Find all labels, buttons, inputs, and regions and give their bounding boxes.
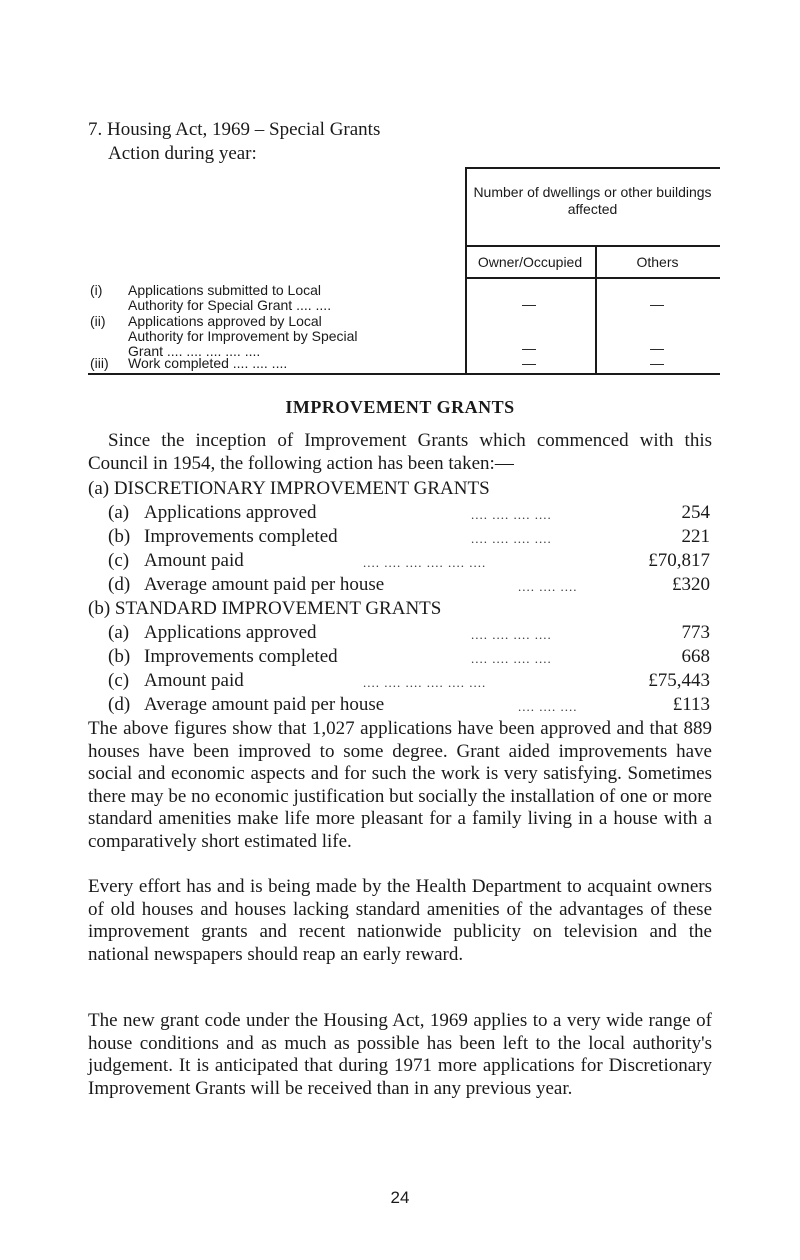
item-leaders: .... .... .... .... — [471, 507, 552, 522]
intro-paragraph: Since the inception of Improvement Grants which commenced with this Council in 1954, the following action has been taken:— — [88, 430, 712, 474]
item-leaders: .... .... .... .... — [471, 627, 552, 642]
item-value: £75,443 — [648, 670, 710, 691]
table-group-header: Number of dwellings or other buildings affected — [473, 184, 712, 217]
item-label: Improvements completed — [144, 646, 338, 667]
row-label: Work completed .... .... .... — [128, 355, 288, 371]
item-label: Amount paid — [144, 550, 244, 571]
discretionary-item — [108, 549, 710, 573]
table-vline-mid — [595, 245, 597, 374]
section-subtitle: Action during year: — [108, 143, 257, 164]
standard-heading: (b) STANDARD IMPROVEMENT GRANTS — [88, 598, 442, 619]
item-label: Amount paid — [144, 670, 244, 691]
row-owner-value: — — [522, 340, 536, 356]
col-header-owner: Owner/Occupied — [477, 254, 583, 270]
standard-item — [108, 669, 710, 693]
body-paragraph: The new grant code under the Housing Act, 1969 applies to a very wide range of house conditions and as much as possible has been left to the local authority's judgement. It is anticipated that during 1971 more applications for Discretionary Improvement Grants will be received than in any previous year. — [88, 1010, 712, 1099]
item-letter: (a) — [108, 502, 130, 523]
discretionary-item — [108, 573, 710, 597]
standard-item — [108, 645, 710, 669]
item-label: Average amount paid per house — [144, 574, 385, 595]
item-label: Applications approved — [144, 502, 317, 523]
row-label: Applications submitted to Local Authority for Special Grant .... .... — [128, 282, 332, 313]
item-letter: (a) — [108, 622, 130, 643]
standard-item — [108, 693, 710, 717]
body-paragraph: Every effort has and is being made by the Health Department to acquaint owners of old houses and houses lacking standard amenities of the advantages of these improvement grants and recent nationwide publicity on television and the national newspapers should reap an early reward. — [88, 876, 712, 965]
item-leaders: .... .... .... .... — [471, 531, 552, 546]
item-letter: (c) — [108, 670, 130, 691]
row-number: (iii) — [90, 355, 109, 371]
item-value: 221 — [681, 526, 710, 547]
standard-item — [108, 621, 710, 645]
item-letter: (d) — [108, 574, 131, 595]
row-number: (i) — [90, 282, 103, 298]
item-value: £70,817 — [648, 550, 710, 571]
item-leaders: .... .... .... .... .... .... — [363, 675, 487, 690]
item-value: 254 — [681, 502, 710, 523]
item-leaders: .... .... .... .... — [471, 651, 552, 666]
item-letter: (b) — [108, 526, 131, 547]
item-value: £113 — [672, 694, 710, 715]
discretionary-heading: (a) DISCRETIONARY IMPROVEMENT GRANTS — [88, 478, 490, 499]
table-group-rule — [465, 245, 720, 247]
col-header-others: Others — [636, 254, 679, 270]
row-number: (ii) — [90, 313, 106, 329]
improvement-grants-title: IMPROVEMENT GRANTS — [285, 397, 515, 417]
page-number: 24 — [390, 1188, 410, 1207]
item-value: £320 — [672, 574, 710, 595]
table-header-rule — [465, 277, 720, 279]
table-vline-left — [465, 167, 467, 374]
row-others-value: — — [650, 355, 664, 371]
row-label: Applications approved by Local Authority for Improvement by Special Grant .... .... .... .... .... — [128, 313, 358, 359]
item-leaders: .... .... .... .... .... .... — [363, 555, 487, 570]
row-owner-value: — — [522, 296, 536, 312]
table-top-rule — [465, 167, 720, 169]
body-paragraph: The above figures show that 1,027 applications have been approved and that 889 houses have been improved to some degree. Grant aided improvements have social and economic aspects and for such the work is very satisfying. Sometimes there may be no economic justification but socially the installation of one or more standard amenities make life more pleasant for a family living in a house with a comparatively short estimated life. — [88, 718, 712, 852]
discretionary-item — [108, 501, 710, 525]
section-title: 7. Housing Act, 1969 – Special Grants — [88, 119, 381, 140]
row-others-value: — — [650, 296, 664, 312]
item-leaders: .... .... .... — [518, 699, 578, 714]
item-label: Average amount paid per house — [144, 694, 385, 715]
item-label: Applications approved — [144, 622, 317, 643]
item-value: 668 — [681, 646, 710, 667]
item-label: Improvements completed — [144, 526, 338, 547]
row-others-value: — — [650, 340, 664, 356]
item-leaders: .... .... .... — [518, 579, 578, 594]
item-letter: (d) — [108, 694, 131, 715]
section-heading — [88, 118, 380, 166]
table-bottom-rule — [88, 373, 720, 375]
item-letter: (b) — [108, 646, 131, 667]
item-letter: (c) — [108, 550, 130, 571]
row-owner-value: — — [522, 355, 536, 371]
discretionary-item — [108, 525, 710, 549]
item-value: 773 — [681, 622, 710, 643]
